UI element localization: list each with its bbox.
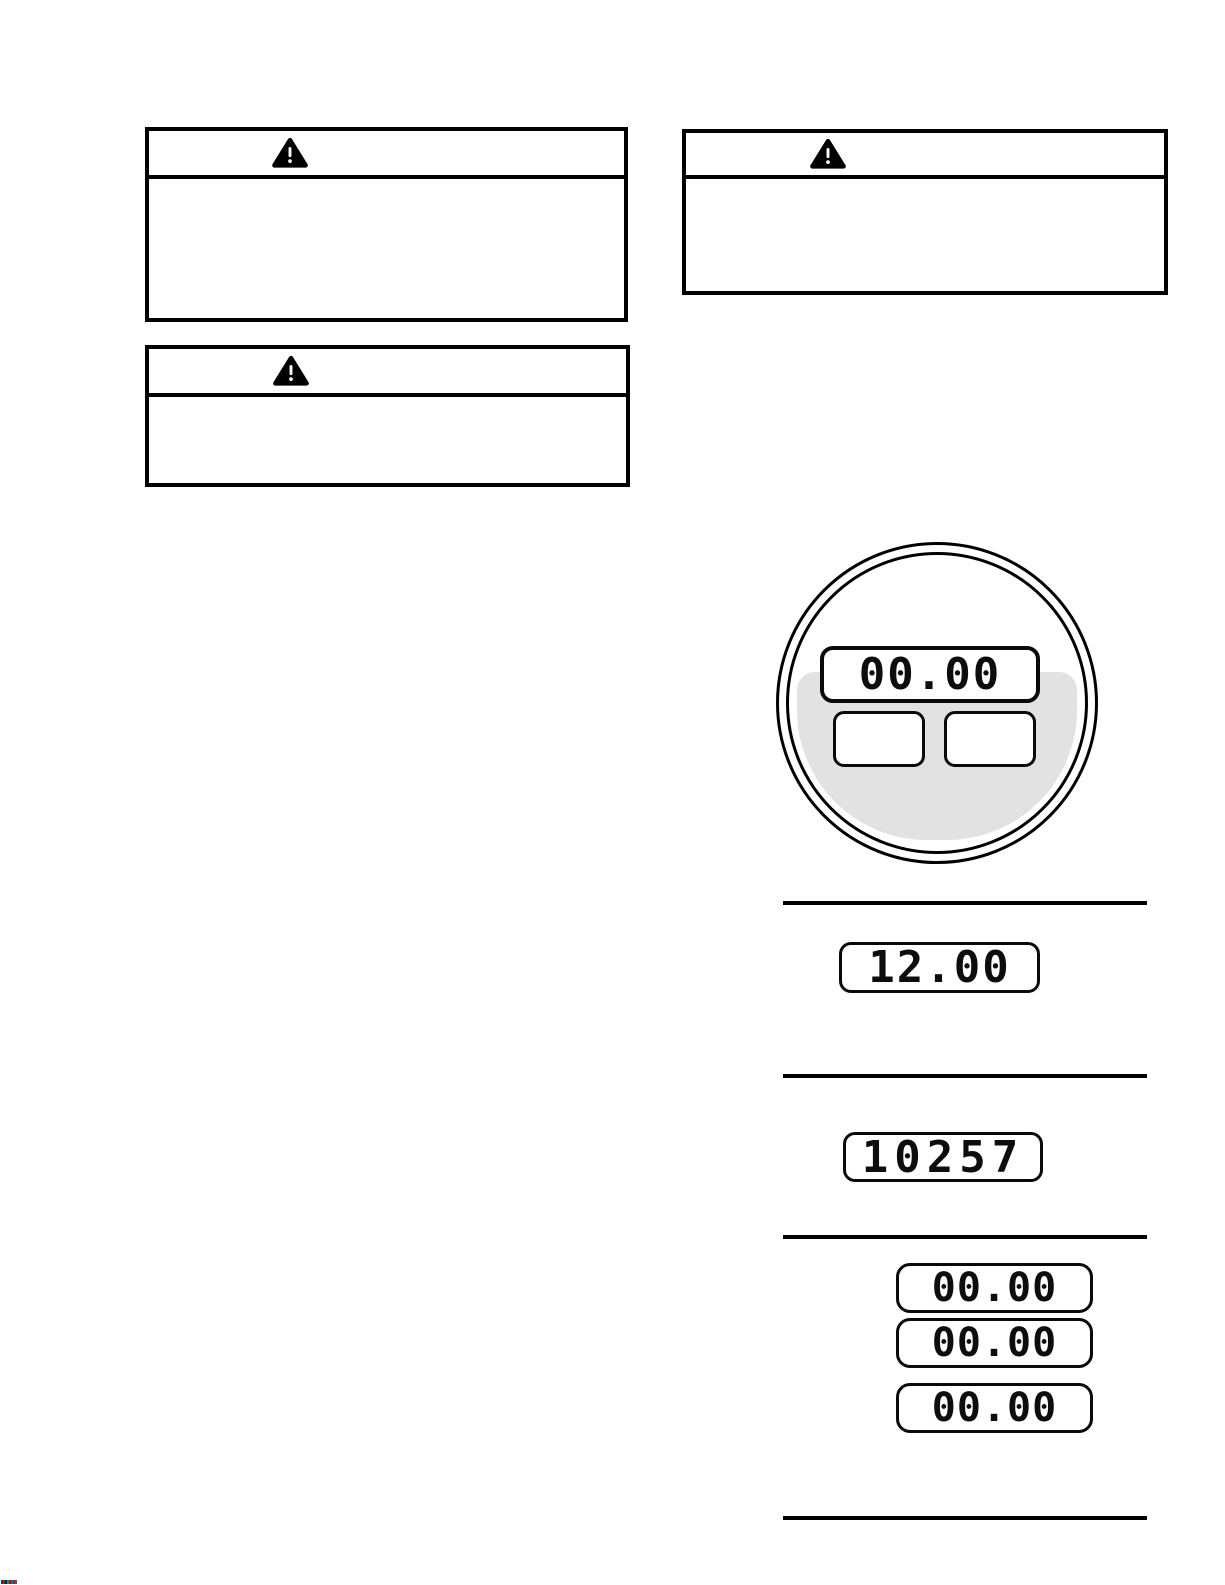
lcd-panel-value: 12.00 <box>868 942 1011 993</box>
round-gauge-illustration <box>776 542 1098 864</box>
scan-artifact-strip <box>1 1580 17 1584</box>
lcd-panel-value: 10257 <box>861 1131 1025 1183</box>
section-divider <box>783 1516 1147 1520</box>
gauge-left-button <box>833 711 925 767</box>
lcd-panel-value: 00.00 <box>931 1320 1058 1366</box>
lcd-panel-reading-2 <box>843 1132 1043 1182</box>
section-divider <box>783 1074 1147 1078</box>
gauge-right-button <box>944 711 1036 767</box>
warning-triangle-icon <box>272 137 309 169</box>
lcd-panel-reading-1 <box>839 942 1040 993</box>
gauge-lcd-display <box>820 646 1040 703</box>
warning-triangle-icon <box>272 355 309 387</box>
warning-box-header <box>149 131 624 179</box>
section-divider <box>783 1235 1147 1239</box>
lcd-panel-zero-1 <box>896 1263 1093 1313</box>
lcd-panel-value: 00.00 <box>931 1265 1058 1311</box>
lcd-panel-value: 00.00 <box>931 1385 1058 1431</box>
lcd-panel-zero-3 <box>896 1383 1093 1433</box>
warning-box-header <box>149 349 626 397</box>
warning-triangle-icon <box>809 138 846 170</box>
lcd-panel-zero-2 <box>896 1318 1093 1368</box>
warning-box-top-right <box>682 129 1168 295</box>
gauge-lcd-value: 00.00 <box>858 649 1002 700</box>
section-divider <box>783 901 1147 905</box>
warning-box-header <box>686 133 1164 179</box>
warning-box-top-left <box>145 127 628 322</box>
warning-box-mid-left <box>145 345 630 487</box>
gauge-inner-ring <box>786 552 1088 854</box>
